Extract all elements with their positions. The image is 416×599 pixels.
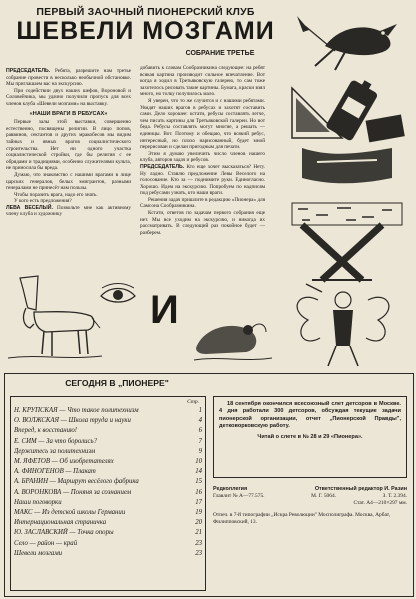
toc-item-title: МАКС — Из детской школы Германии — [14, 509, 126, 517]
paragraph: Кто еще хочет высказаться? Нету. Ну ладно. Ставлю предложение Левы Веселого на голосование. Кто за — поднимите руки. Единогласно. Хорошо. Идем на экскурсию. Попробуем по надписям под ребусами узнать, кто наши враги. — [140, 163, 265, 197]
toc-item-page: 20 — [195, 519, 202, 527]
toc-item-title: Ю. ЗАСЛАВСКИЙ — Точка опоры — [14, 529, 114, 537]
paragraph: Ребята, разрешите нам третье собрание провести в несколько необычной обстановке. Мы приглашаем вас на экскурсию. — [6, 68, 131, 88]
toc-item-page: 7 — [198, 437, 202, 445]
toc-item-page: 4 — [198, 417, 202, 425]
notice-text: 18 сентября окончился всесоюзный слет детсоров в Москве. 4 дня работали 300 детсоров, обсуждая текущие задачи пионерской организации, отчет „Пионерской Правды", детковорковскую работу. — [219, 401, 401, 430]
toc-item — [14, 406, 202, 416]
toc-item — [14, 426, 202, 436]
toc-item — [14, 549, 202, 559]
club-title: ШЕВЕЛИ МОЗГАМИ — [16, 17, 275, 45]
toc-item-page: 10 — [195, 458, 202, 466]
toc-item — [14, 508, 202, 518]
toc-item-title: О. ВОЛЖСКАЯ — Школа труда и науки — [14, 417, 131, 425]
toc-item-title: А. БРАНИН — Маршрут весёлого фабрика — [14, 478, 139, 486]
paragraph: У кого есть предложения? — [14, 198, 72, 205]
format: Стат. А4—210×297 мм. — [353, 500, 407, 507]
rally-notice — [213, 396, 407, 478]
toc-item — [14, 477, 202, 487]
paragraph: Этим я думаю увеличить число членов нашего клуба, авторов задач и ребусов. — [140, 150, 265, 164]
toc-item — [14, 437, 202, 447]
toc-item-page: 15 — [195, 478, 202, 486]
paragraph: Кстати, ответов по задачам первого собрания еще нет. Мы все уходим на экскурсию, и никогда их рассматривать. В следующий раз покойное будет — разберем. — [140, 210, 265, 236]
mouse-illustration — [186, 290, 276, 368]
toc-item-page: 23 — [195, 549, 202, 557]
paragraph: При содействии двух наших шефов, Вороновой и Соловейчика, мы удачно получили пропуск для всех членов клуба «Шевели мозгами» на выставку. — [6, 87, 131, 107]
zt-number: З. Т. 2.394. — [382, 493, 407, 500]
paragraph: добавить к словам Сообразникина следующее: на ребят всякая картина производит сильное впечатление. Вот когда я ходил в Третьяковскую галерею, то сам тоже захотелось рисовать такие картины. Бумага, краски взял много, но толку получилось мало. — [140, 65, 265, 98]
glavlit-number: Главлит № А—77.575. — [213, 493, 265, 500]
today-heading: СЕГОДНЯ В „ПИОНЕРЕ" — [65, 378, 169, 388]
speaker-chair: ПРЕДСЕДАТЕЛЬ. — [6, 68, 51, 74]
toc-item-title: А. ФИНОГЕНОВ — Плакат — [14, 468, 96, 476]
paragraph: Решения задач пришлите в редакцию «Пионера» для Самсона Сообразникина. — [140, 196, 265, 210]
toc-item-page: 17 — [195, 498, 202, 506]
paragraph: Чтобы поразить врага, надо его знать. — [14, 191, 98, 198]
toc-item-title: Село — район — край — [14, 539, 78, 547]
bottles-and-shapes-illustration — [282, 78, 410, 188]
rebus-letter-i: И — [150, 288, 179, 332]
club-header: ПЕРВЫЙ ЗАОЧНЫЙ ПИОНЕРСКИЙ КЛУБ — [36, 6, 255, 18]
mg-number: М. Г. 5064. — [311, 493, 336, 500]
toc-item-title: Шевели мозгами — [14, 549, 63, 557]
toc-page-label: Стр. — [187, 399, 199, 405]
toc-item-page: 9 — [198, 447, 202, 455]
toc-item — [14, 457, 202, 467]
column-heading: «НАШИ ВРАГИ В РЕБУСАХ» — [29, 110, 108, 117]
toc-item — [14, 467, 202, 477]
editorial-board: Редколлегия — [213, 486, 248, 492]
toc-item-page: 16 — [195, 488, 202, 496]
speaker-chair: ПРЕДСЕДАТЕЛЬ. — [140, 163, 185, 170]
toc-item-page: 1 — [198, 407, 202, 414]
toc-item-title: Е. СИМ — За что боролись? — [14, 437, 98, 445]
printer-info: Отпеч. в 7-й типографии „Искра Революции" Мосполиграфа. Москва, Арбат, Филипповский, 13. — [213, 511, 391, 525]
paragraph: Я уверен, что то же случится и с нашими ребятами. Увидят наших врагов в ребусах и захотят составить сами. Дело хорошее: кстати, ребусы составлять легче, чем писать картины для Третьяковской галереи. Но вот беда. Ребусы составлять могут многие, а решать — единицы. Вот. Поэтому и обещаю, что всякий ребус, интересный, но плохо нарисованный, будет мной перерисован и сделан пригодным для печати. — [140, 97, 265, 151]
toc-item-page: 21 — [195, 529, 202, 537]
toc-item — [14, 416, 202, 426]
toc-item-page: 23 — [195, 539, 202, 547]
bird-illustration — [285, 6, 405, 76]
toc-item-title: М. ЯФЕТОВ — Об изобретателях — [14, 458, 114, 466]
paragraph: Думаю, что знакомство с нашими врагами в лице царских генералов, белых эмигрантов, разными генералами не принесёт нам пользы. — [6, 171, 131, 192]
donkey-illustration — [6, 268, 104, 364]
toc-item-title: Вперед, к восстанию! — [14, 427, 78, 435]
toc-item-page: 6 — [198, 427, 202, 435]
section-title: СОБРАНИЕ ТРЕТЬЕ — [185, 50, 255, 57]
speaker-leva: ЛЕВА ВЕСЕЛЫЙ. — [6, 204, 53, 211]
fairy-illustration — [278, 280, 408, 370]
table-of-contents — [10, 396, 206, 591]
toc-item-title: Наши поговорки — [14, 498, 62, 506]
toc-item — [14, 539, 202, 549]
responsible-editor: Ответственный редактор И. Разин — [314, 486, 407, 492]
toc-item-page: 14 — [195, 468, 202, 476]
toc-item — [14, 447, 202, 457]
toc-item-title: Н. КРУПСКАЯ — Что такое политехнизм — [14, 407, 139, 414]
column-middle — [140, 65, 265, 236]
toc-item-title: Интернациональная страничка — [14, 519, 107, 527]
paragraph: Первые залы этой выставки, совершенно естественно, посвящены религии. В лицо попов, раввинов, сектантов и других мракобесов мы видим тайных и явных врагов социалистического строительства. Нет ни одного участка социалистической стройки, где бы религия с ее обрядами и традициями, особенно служителями культа, не приносила бы вреда. — [6, 119, 131, 172]
toc-item-title: Держитесь за политехнизм — [14, 447, 96, 455]
imprint — [213, 486, 407, 526]
toc-item — [14, 518, 202, 528]
toc-item-page: 19 — [195, 509, 202, 517]
table-illustration — [282, 195, 410, 285]
toc-item — [14, 498, 202, 508]
toc-item-title: А. ВОРОНКОВА — Поняня за сознанием — [14, 488, 132, 496]
paragraph: Позвольте мне как активному члену клуба и художнику — [6, 204, 131, 218]
toc-item — [14, 528, 202, 538]
eye-illustration — [98, 282, 138, 308]
notice-tail: Читай о слете в № 28 и 29 «Пионера». — [257, 433, 363, 440]
column-left — [6, 68, 131, 218]
toc-item — [14, 488, 202, 498]
